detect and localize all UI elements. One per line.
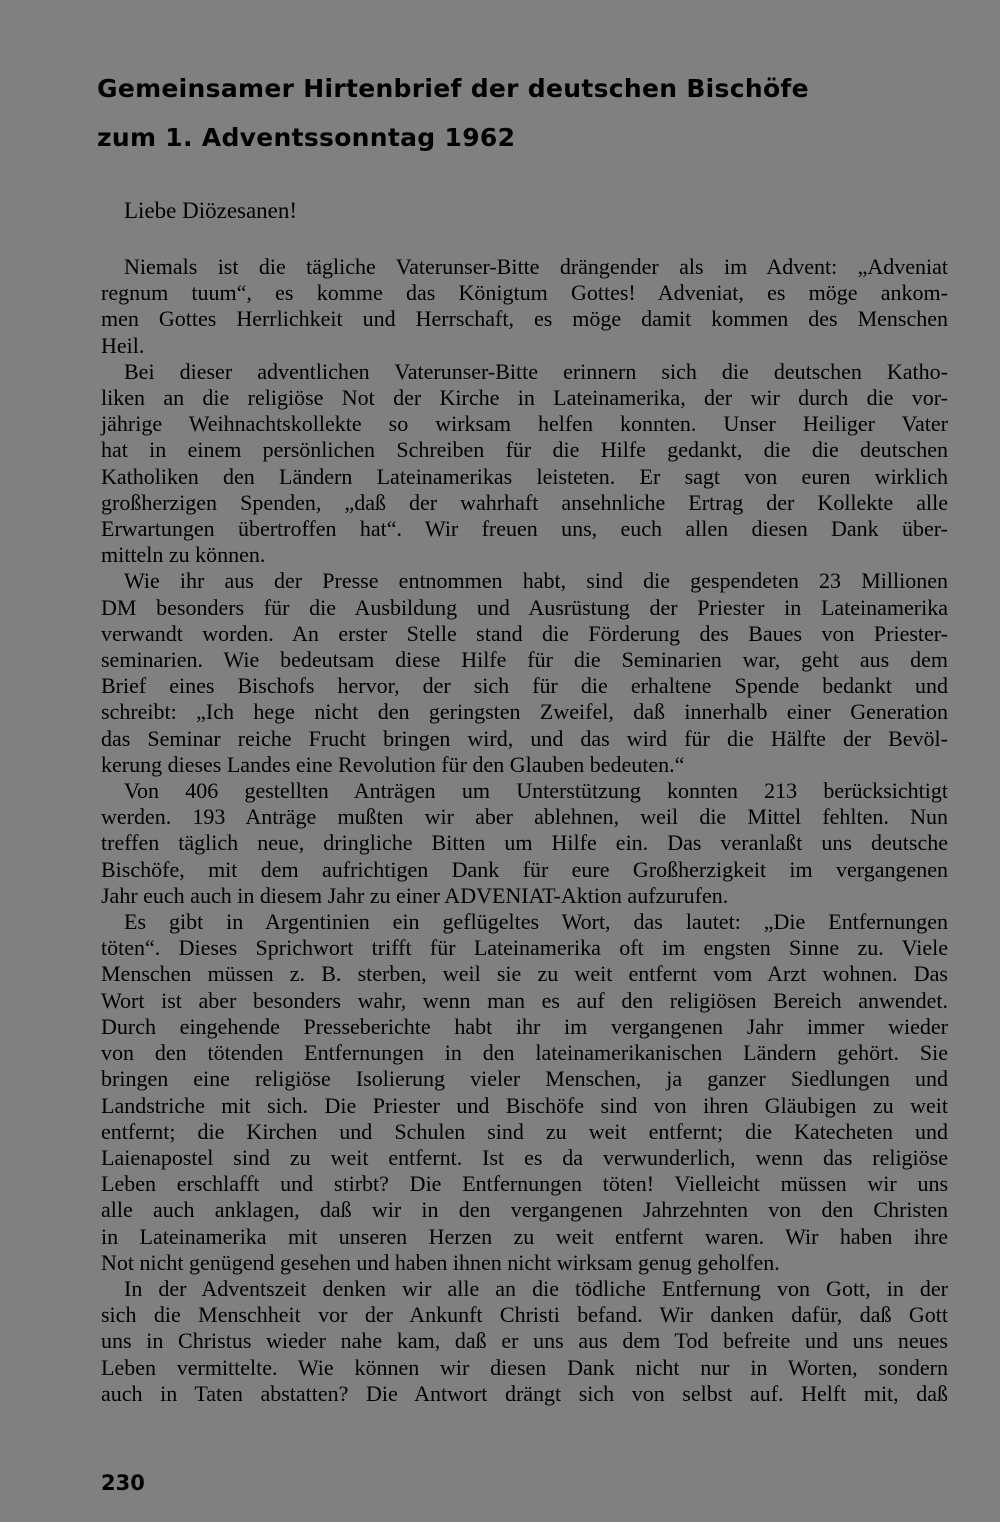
paragraph-line: Not nicht genügend gesehen und haben ihnen nicht wirksam genug geholfen. [101,1249,780,1275]
paragraph-line: das Seminar reiche Frucht bringen wird, und das wird für die Hälfte der Bevöl- [101,725,948,751]
paragraph-line: Bischöfe, mit dem aufrichtigen Dank für eure Großherzigkeit im vergangenen [101,856,948,882]
paragraph [101,568,948,778]
paragraph-line: Wort ist aber besonders wahr, wenn man es auf den religiösen Bereich anwendet. [101,987,948,1013]
paragraph-line: mitteln zu können. [101,542,266,568]
page-title [97,64,937,162]
paragraph-line: großherzigen Spenden, „daß der wahrhaft ansehnliche Ertrag der Kollekte alle [101,489,948,515]
paragraph-line: von den tötenden Entfernungen in den lateinamerikanischen Ländern gehört. Sie [101,1040,948,1066]
paragraph-line: Bei dieser adventlichen Vaterunser-Bitte erinnern sich die deutschen Katho- [124,358,948,384]
paragraph-line: Menschen müssen z. B. sterben, weil sie zu weit entfernt vom Arzt wohnen. Das [101,961,948,987]
paragraph-line: töten“. Dieses Sprichwort trifft für Lateinamerika oft im engsten Sinne zu. Viele [101,935,948,961]
paragraph-line: Katholiken den Ländern Lateinamerikas leisteten. Er sagt von euren wirklich [101,463,948,489]
paragraph-line: verwandt worden. An erster Stelle stand die Förderung des Baues von Priester- [101,620,948,646]
paragraph-line: Durch eingehende Presseberichte habt ihr im vergangenen Jahr immer wieder [101,1013,948,1039]
paragraph-line: sich die Menschheit vor der Ankunft Christi befand. Wir danken dafür, daß Gott [101,1302,948,1328]
paragraph-line: Heil. [101,332,145,358]
paragraph-line: Landstriche mit sich. Die Priester und Bischöfe sind von ihren Gläubigen zu weit [101,1092,948,1118]
paragraph-line: seminarien. Wie bedeutsam diese Hilfe für die Seminarien war, geht aus dem [101,647,948,673]
paragraph-line: DM besonders für die Ausbildung und Ausrüstung der Priester in Lateinamerika [101,594,948,620]
paragraph-line: Erwartungen übertroffen hat“. Wir freuen uns, euch allen diesen Dank über- [101,516,948,542]
paragraph-line: uns in Christus wieder nahe kam, daß er uns aus dem Tod befreite und uns neues [101,1328,948,1354]
paragraph-line: alle auch anklagen, daß wir in den vergangenen Jahrzehnten von den Christen [101,1197,948,1223]
paragraph-line: treffen täglich neue, dringliche Bitten um Hilfe ein. Das veranlaßt uns deutsche [101,830,948,856]
title-line-2: zum 1. Adventssonntag 1962 [97,123,516,152]
paragraph-line: in Lateinamerika mit unseren Herzen zu weit entfernt waren. Wir haben ihre [101,1223,948,1249]
paragraph [101,909,948,1276]
paragraph [101,778,948,909]
paragraph-line: entfernt; die Kirchen und Schulen sind zu weit entfernt; die Katecheten und [101,1118,948,1144]
paragraph-line: Von 406 gestellten Anträgen um Unterstützung konnten 213 berücksichtigt [124,778,948,804]
paragraph-line: Laienapostel sind zu weit entfernt. Ist es da verwunderlich, wenn das religiöse [101,1144,948,1170]
paragraph-line: Leben erschlafft und stirbt? Die Entfernungen töten! Vielleicht müssen wir uns [101,1171,948,1197]
paragraph-line: werden. 193 Anträge mußten wir aber ablehnen, weil die Mittel fehlten. Nun [101,804,948,830]
paragraph-line: In der Adventszeit denken wir alle an die tödliche Entfernung von Gott, in der [124,1275,948,1301]
paragraph-line: Leben vermittelte. Wie können wir diesen Dank nicht nur in Worten, sondern [101,1354,948,1380]
paragraph [101,359,948,569]
paragraph [101,1276,948,1407]
paragraph-line: Jahr euch auch in diesem Jahr zu einer ADVENIAT-Aktion aufzurufen. [101,882,729,908]
salutation: Liebe Diözesanen! [124,198,298,223]
letter-body [101,254,948,1407]
paragraph-line: Niemals ist die tägliche Vaterunser-Bitte drängender als im Advent: „Adveniat [124,254,948,279]
paragraph-line: hat in einem persönlichen Schreiben für die Hilfe gedankt, die die deutschen [101,437,948,463]
paragraph-line: Wie ihr aus der Presse entnommen habt, sind die gespendeten 23 Millionen [124,568,948,594]
title-line-1: Gemeinsamer Hirtenbrief der deutschen Bischöfe [97,74,809,103]
paragraph-line: jährige Weihnachtskollekte so wirksam helfen konnten. Unser Heiliger Vater [101,411,948,437]
paragraph-line: kerung dieses Landes eine Revolution für den Glauben bedeuten.“ [101,751,685,777]
page-number: 230 [101,1471,145,1495]
paragraph-line: Brief eines Bischofs hervor, der sich für die erhaltene Spende bedankt und [101,673,948,699]
paragraph-line: auch in Taten abstatten? Die Antwort drängt sich von selbst auf. Helft mit, daß [101,1380,948,1406]
paragraph-line: Es gibt in Argentinien ein geflügeltes Wort, das lautet: „Die Entfernungen [124,909,948,935]
paragraph-line: liken an die religiöse Not der Kirche in Lateinamerika, der wir durch die vor- [101,385,948,411]
paragraph [101,254,948,359]
paragraph-line: bringen eine religiöse Isolierung vieler Menschen, ja ganzer Siedlungen und [101,1066,948,1092]
paragraph-line: schreibt: „Ich hege nicht den geringsten Zweifel, daß innerhalb einer Generation [101,699,948,725]
paragraph-line: regnum tuum“, es komme das Königtum Gottes! Adveniat, es möge ankom- [101,280,948,306]
paragraph-line: men Gottes Herrlichkeit und Herrschaft, es möge damit kommen des Menschen [101,306,948,332]
